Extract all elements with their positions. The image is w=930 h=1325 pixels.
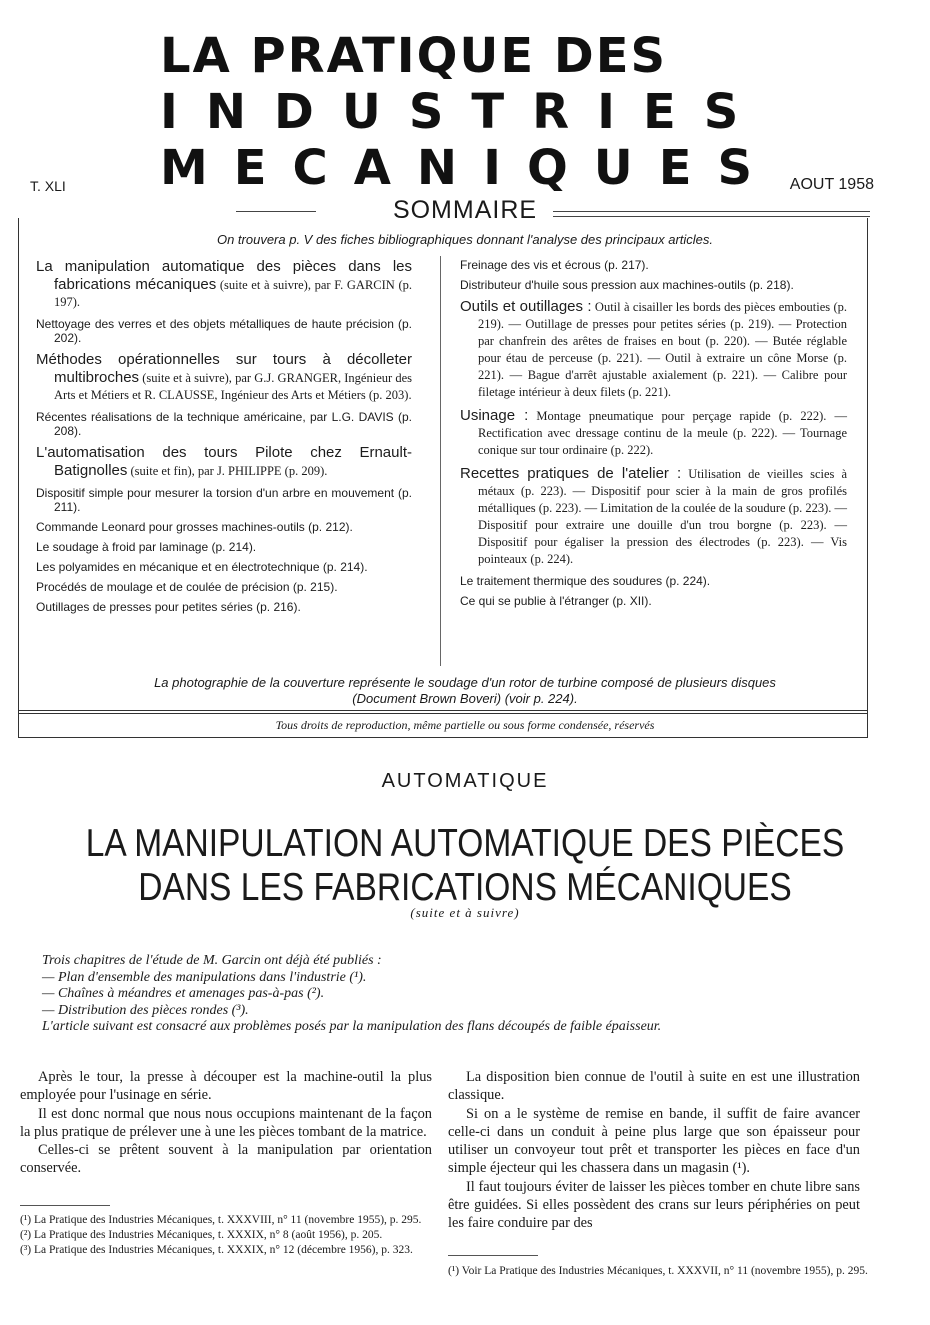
article-suite: (suite et à suivre) bbox=[410, 905, 520, 920]
sommaire-note: On trouvera p. V des fiches bibliographiques donnant l'analyse des principaux articles. bbox=[216, 232, 714, 247]
masthead-line-1: LA PRATIQUE DES bbox=[160, 28, 668, 84]
masthead-line-2: INDUSTRIES bbox=[160, 84, 767, 140]
footnotes-left bbox=[20, 1214, 432, 1259]
section-heading: AUTOMATIQUE bbox=[381, 770, 549, 792]
toc-entry-text: Outillages de presses pour petites séries (p. 216). bbox=[36, 600, 301, 614]
cover-note bbox=[0, 675, 930, 707]
toc-left-column bbox=[36, 258, 412, 620]
intro-line: — Distribution des pièces rondes (³). bbox=[42, 1002, 249, 1018]
volume-number: T. XLI bbox=[30, 178, 66, 194]
toc-entry bbox=[36, 317, 412, 345]
divider bbox=[18, 713, 868, 714]
cover-note-line-1: La photographie de la couverture représente le soudage d'un rotor de turbine composé de plusieurs disques bbox=[154, 675, 776, 690]
article-title-line-1: LA MANIPULATION AUTOMATIQUE DES PIÈCES bbox=[85, 822, 845, 865]
footnote: (³) La Pratique des Industries Mécaniques, t. XXXIX, n° 12 (décembre 1956), p. 323. bbox=[20, 1244, 413, 1256]
toc-entry-text: Outil à cisailler les bords des pièces embouties (p. 219). — Outillage de presses pour petites séries (p. 219). — Protection par chanfrein des arêtes de fraises en bout (p. 220). — Butée réglable pour étau de perceuse (p. 221). — Outil à extraire un cône Morse (p. 221). — Bague d'arrêt ajustable axialement (p. 221). — Calibre pour filetage intérieur à deux filets (p. 221). bbox=[478, 300, 847, 399]
toc-entry-text: Utilisation de vieilles scies à métaux (p. 223). — Dispositif pour scier à la main de gros profilés métalliques (p. 223). — Limitation de la coulée de la soudure (p. 223). — Dispositif pour extraire une douille d'un trou borgne (p. 223). — Dispositif pour égaliser la pression des électrodes (p. 223). — Vis pointeaux (p. 224). bbox=[478, 467, 848, 566]
toc-entry bbox=[460, 298, 847, 401]
footnotes-right bbox=[448, 1265, 878, 1280]
toc-entry-text: (suite et fin), par J. PHILIPPE (p. 209). bbox=[127, 464, 328, 478]
toc-entry-heading: Recettes pratiques de l'atelier : bbox=[460, 465, 682, 482]
paragraph: La disposition bien connue de l'outil à suite en est une illustration classique. bbox=[448, 1069, 860, 1104]
paragraph: Après le tour, la presse à découper est la machine-outil la plus employée pour l'usinage en série. bbox=[20, 1069, 432, 1104]
toc-entry bbox=[460, 258, 847, 272]
masthead-line-3: MECANIQUES bbox=[160, 140, 779, 196]
divider bbox=[18, 710, 868, 711]
footnote-divider bbox=[448, 1255, 538, 1256]
footnote: (²) La Pratique des Industries Mécaniques, t. XXXIX, n° 8 (août 1956), p. 205. bbox=[20, 1229, 383, 1241]
toc-entry-heading: Usinage : bbox=[460, 407, 529, 424]
body-right-column bbox=[448, 1068, 860, 1233]
toc-entry-text: (suite et à suivre), par F. GARCIN (p. 197). bbox=[54, 278, 412, 309]
article-title-line-2: DANS LES FABRICATIONS MÉCANIQUES bbox=[138, 866, 792, 909]
toc-entry-heading: Méthodes opérationnelles sur tours à décolleter multibroches bbox=[36, 351, 412, 386]
paragraph: Celles-ci se prêtent souvent à la manipulation par orientation conservée. bbox=[20, 1142, 432, 1177]
body-left-column bbox=[20, 1068, 432, 1178]
toc-entry-heading: La manipulation automatique des pièces dans les fabrications mécaniques bbox=[36, 258, 412, 293]
toc-entry-text: Montage pneumatique pour perçage rapide (p. 222). — Rectification avec dressage continu de la meule (p. 222). — Tournage conique sur tour ordinaire (p. 222). bbox=[478, 409, 847, 457]
toc-entry-text: Les polyamides en mécanique et en électrotechnique (p. 214). bbox=[36, 560, 368, 574]
article-intro bbox=[42, 953, 877, 1036]
masthead bbox=[160, 28, 779, 196]
toc-entry bbox=[36, 600, 412, 614]
toc-entry-text: Commande Leonard pour grosses machines-outils (p. 212). bbox=[36, 520, 353, 534]
toc-entry bbox=[36, 410, 412, 438]
toc-entry-text: Nettoyage des verres et des objets métalliques de haute précision (p. 202). bbox=[36, 317, 412, 345]
toc-entry-text: (suite et à suivre), par G.J. GRANGER, Ingénieur des Arts et Métiers et R. CLAUSSE, Ingénieur des Arts et Métiers (p. 203). bbox=[54, 371, 412, 402]
toc-entry bbox=[36, 520, 412, 534]
toc-entry-heading: Outils et outillages : bbox=[460, 298, 592, 315]
footnote: (¹) La Pratique des Industries Mécaniques, t. XXXVIII, n° 11 (novembre 1955), p. 295. bbox=[20, 1214, 422, 1226]
toc-entry bbox=[36, 258, 412, 311]
sommaire-title: SOMMAIRE bbox=[392, 196, 538, 224]
divider bbox=[18, 737, 868, 738]
intro-line: Trois chapitres de l'étude de M. Garcin ont déjà été publiés : bbox=[42, 953, 382, 968]
toc-entry bbox=[460, 278, 847, 292]
paragraph: Il est donc normal que nous nous occupions maintenant de la façon la plus pratique de prélever une à une les pièces tombant de la matrice. bbox=[20, 1105, 432, 1140]
intro-line: L'article suivant est consacré aux problèmes posés par la manipulation des flans découpés de faible épaisseur. bbox=[42, 1019, 662, 1034]
toc-entry-text: Distributeur d'huile sous pression aux machines-outils (p. 218). bbox=[460, 278, 794, 292]
toc-entry-text: Le soudage à froid par laminage (p. 214). bbox=[36, 540, 257, 554]
toc-entry bbox=[460, 407, 847, 459]
toc-entry-text: Dispositif simple pour mesurer la torsion d'un arbre en mouvement (p. 211). bbox=[36, 486, 412, 514]
footnote: (¹) Voir La Pratique des Industries Mécaniques, t. XXXVII, n° 11 (novembre 1955), p. 295. bbox=[448, 1265, 868, 1277]
toc-right-column bbox=[460, 258, 847, 614]
toc-entry bbox=[36, 351, 412, 404]
toc-entry-text: Le traitement thermique des soudures (p. 224). bbox=[460, 574, 711, 588]
toc-entry-text: Ce qui se publie à l'étranger (p. XII). bbox=[460, 594, 652, 608]
toc-entry-text: Récentes réalisations de la technique américaine, par L.G. DAVIS (p. 208). bbox=[36, 410, 412, 438]
toc-entry-text: Procédés de moulage et de coulée de précision (p. 215). bbox=[36, 580, 338, 594]
intro-line: — Plan d'ensemble des manipulations dans l'industrie (¹). bbox=[42, 969, 367, 985]
column-divider bbox=[440, 256, 441, 666]
toc-entry bbox=[460, 465, 847, 568]
article-title bbox=[65, 822, 865, 910]
footnote-divider bbox=[20, 1205, 110, 1206]
intro-line: — Chaînes à méandres et amenages pas-à-pas (²). bbox=[42, 986, 325, 1001]
paragraph: Il faut toujours éviter de laisser les pièces tomber en chute libre sans être guidées. Si elles possèdent des crans sur leurs périphéries on peut les faire conduire par des bbox=[448, 1178, 860, 1232]
paragraph: Si on a le système de remise en bande, il suffit de faire avancer celle-ci dans un conduit à peine plus large que son épaisseur pour utiliser un convoyeur tout prêt et transporter les pièces en face d'un simple éjecteur qui les chassera dans un magasin (¹). bbox=[448, 1105, 860, 1177]
toc-entry bbox=[36, 444, 412, 480]
toc-entry-heading: L'automatisation des tours Pilote chez Ernault-Batignolles bbox=[36, 444, 412, 479]
cover-note-line-2: (Document Brown Boveri) (voir p. 224). bbox=[352, 691, 578, 706]
toc-entry bbox=[460, 594, 847, 608]
toc-entry bbox=[36, 580, 412, 594]
toc-entry-text: Freinage des vis et écrous (p. 217). bbox=[460, 258, 649, 272]
toc-entry bbox=[36, 486, 412, 514]
rights-notice: Tous droits de reproduction, même partielle ou sous forme condensée, réservés bbox=[275, 718, 655, 732]
toc-entry bbox=[460, 574, 847, 588]
toc-entry bbox=[36, 540, 412, 554]
issue-date: AOUT 1958 bbox=[789, 176, 874, 193]
toc-entry bbox=[36, 560, 412, 574]
